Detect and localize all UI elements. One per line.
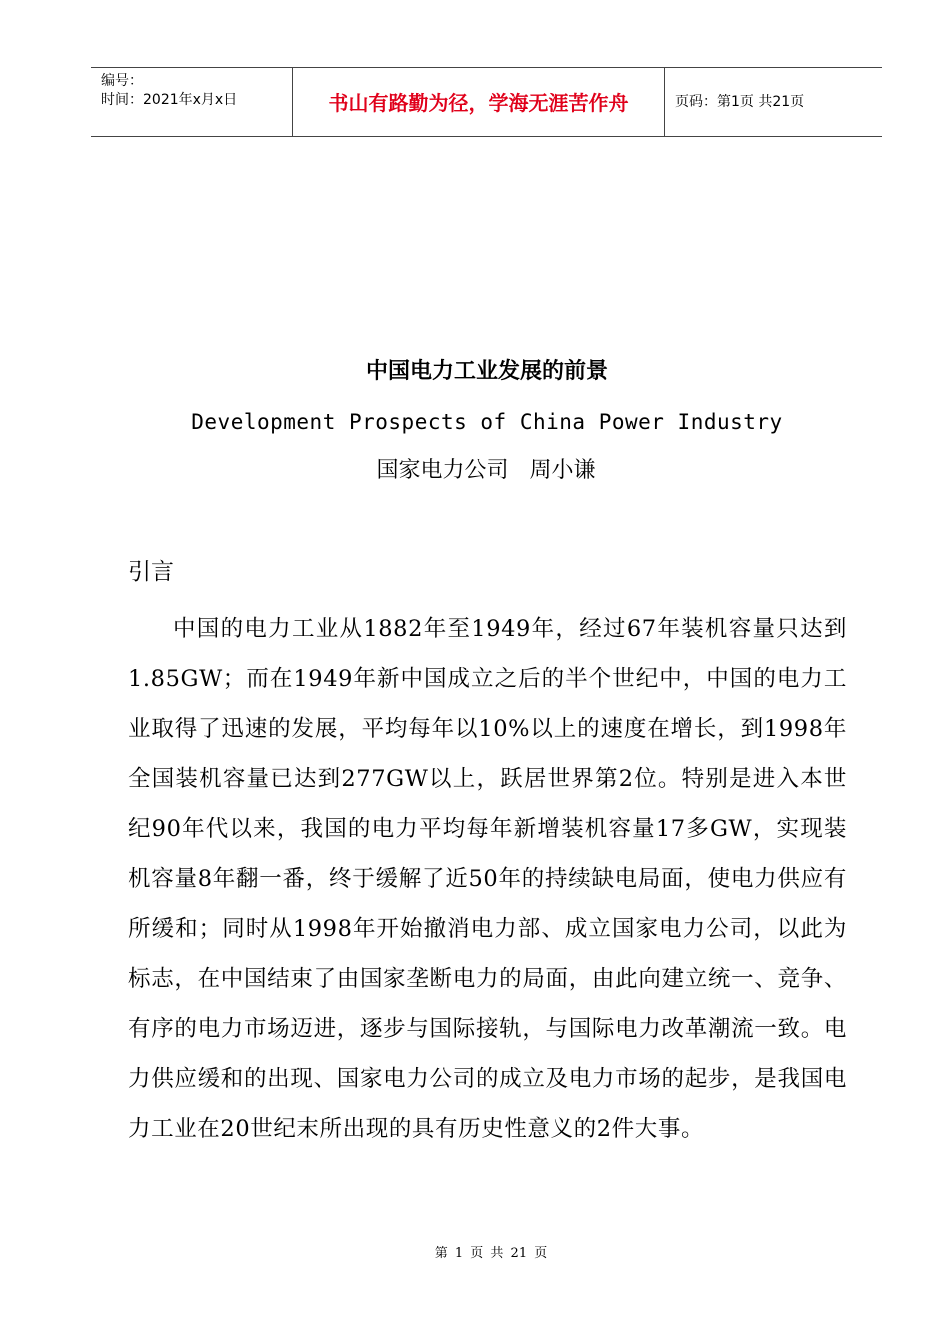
body-paragraph: 中国的电力工业从1882年至1949年，经过67年装机容量只达到1.85GW；而在1949年新中国成立之后的半个世纪中，中国的电力工业取得了迅速的发展，平均每年以10%以上的速度在增长，到1998年全国装机容量已达到277GW以上，跃居世界第2位。特别是进入本世纪90年代以来，我国的电力平均每年新增装机容量17多GW，实现装机容量8年翻一番，终于缓解了近50年的持续缺电局面，使电力供应有所缓和；同时从1998年开始撤消电力部、成立国家电力公司，以此为标志，在中国结束了由国家垄断电力的局面，由此向建立统一、竞争、有序的电力市场迈进，逐步与国际接轨，与国际电力改革潮流一致。电力供应缓和的出现、国家电力公司的成立及电力市场的起步，是我国电力工业在20世纪末所出现的具有历史性意义的2件大事。 [128, 616, 847, 1142]
header-motto: 书山有路勤为径，学海无涯苦作舟 [328, 91, 629, 115]
header-table [91, 67, 882, 137]
page-footer: 第 1 页 共 21 页 [434, 1246, 548, 1261]
document-title: 中国电力工业发展的前景 [365, 359, 608, 384]
header-page-cell [665, 68, 882, 136]
document-time-label: 时间：2021年x月x日 [101, 92, 238, 108]
document-number-label: 编号： [101, 73, 143, 89]
document-author: 国家电力公司 周小谦 [376, 458, 596, 483]
section-heading: 引言 [128, 559, 174, 585]
header-page-label: 页码：第1页 共21页 [675, 94, 805, 110]
header-info-cell [91, 68, 293, 136]
header-motto-cell [293, 68, 665, 136]
document-subtitle: Development Prospects of China Power Industry [191, 410, 783, 434]
